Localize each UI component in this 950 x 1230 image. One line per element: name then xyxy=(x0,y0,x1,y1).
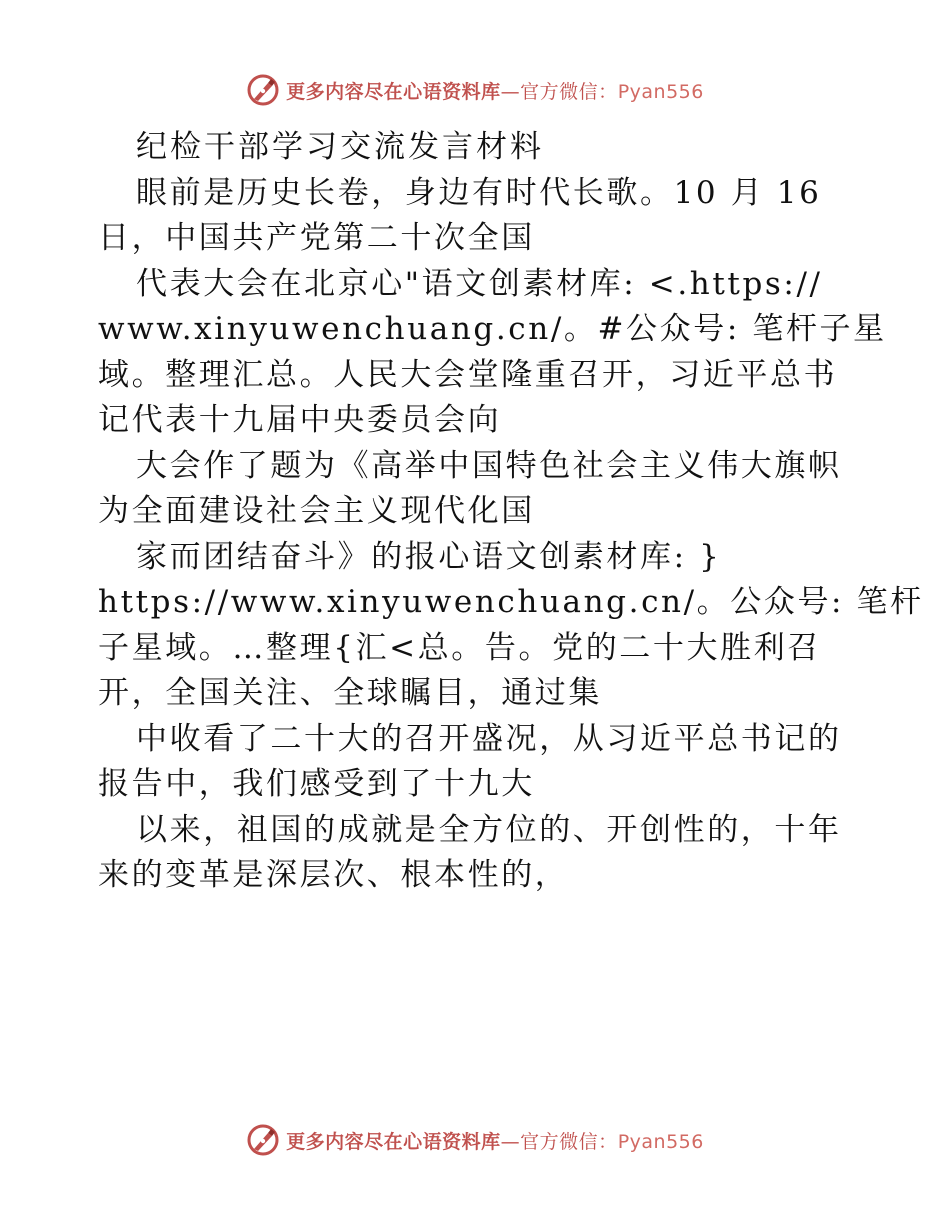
watermark-main: 更多内容尽在心语资料库 xyxy=(286,80,501,103)
text-line: 子星域。…整理{汇<总。告。党的二十大胜利召 xyxy=(98,629,821,666)
document-body xyxy=(98,125,924,899)
watermark-id: Pyan556 xyxy=(617,1130,704,1153)
document-title: 纪检干部学习交流发言材料 xyxy=(136,129,544,165)
header-watermark xyxy=(0,70,950,110)
text-line: 开，全国关注、全球瞩目，通过集 xyxy=(98,675,602,711)
text-line: 代表大会在北京心"语文创素材库: <.https:// xyxy=(136,265,823,302)
watermark-label: 官方微信： xyxy=(520,1130,618,1153)
watermark-main: 更多内容尽在心语资料库 xyxy=(286,1130,501,1153)
pen-logo-icon xyxy=(246,73,280,107)
text-line: 日，中国共产党第二十次全国 xyxy=(98,220,535,256)
text-line: 报告中，我们感受到了十九大 xyxy=(98,766,535,802)
text-line: 来的变革是深层次、根本性的， xyxy=(98,857,569,893)
watermark-text xyxy=(286,1127,704,1154)
text-line: 大会作了题为《高举中国特色社会主义伟大旗帜 xyxy=(136,447,842,484)
text-line: 记代表十九届中央委员会向 xyxy=(98,402,502,438)
watermark-label: 官方微信： xyxy=(520,80,618,103)
text-line: 为全面建设社会主义现代化国 xyxy=(98,493,535,529)
text-line: www.xinyuwenchuang.cn/。#公众号: 笔杆子星 xyxy=(98,311,887,347)
pen-logo-icon xyxy=(246,1123,280,1157)
text-line: 以来，祖国的成就是全方位的、开创性的，十年 xyxy=(136,811,842,848)
text-line: 域。整理汇总。人民大会堂隆重召开，习近平总书 xyxy=(98,356,838,393)
watermark-id: Pyan556 xyxy=(617,80,704,103)
text-line: 家而团结奋斗》的报心语文创素材库: } xyxy=(136,538,722,575)
footer-watermark xyxy=(0,1120,950,1160)
watermark-sep: — xyxy=(500,80,521,103)
text-line: 中收看了二十大的召开盛况，从习近平总书记的 xyxy=(136,720,842,757)
text-line: https://www.xinyuwenchuang.cn/。公众号: 笔杆 xyxy=(98,584,924,620)
watermark-sep: — xyxy=(500,1130,521,1153)
watermark-text xyxy=(286,77,704,104)
text-line: 眼前是历史长卷，身边有时代长歌。10 月 16 xyxy=(136,174,822,211)
